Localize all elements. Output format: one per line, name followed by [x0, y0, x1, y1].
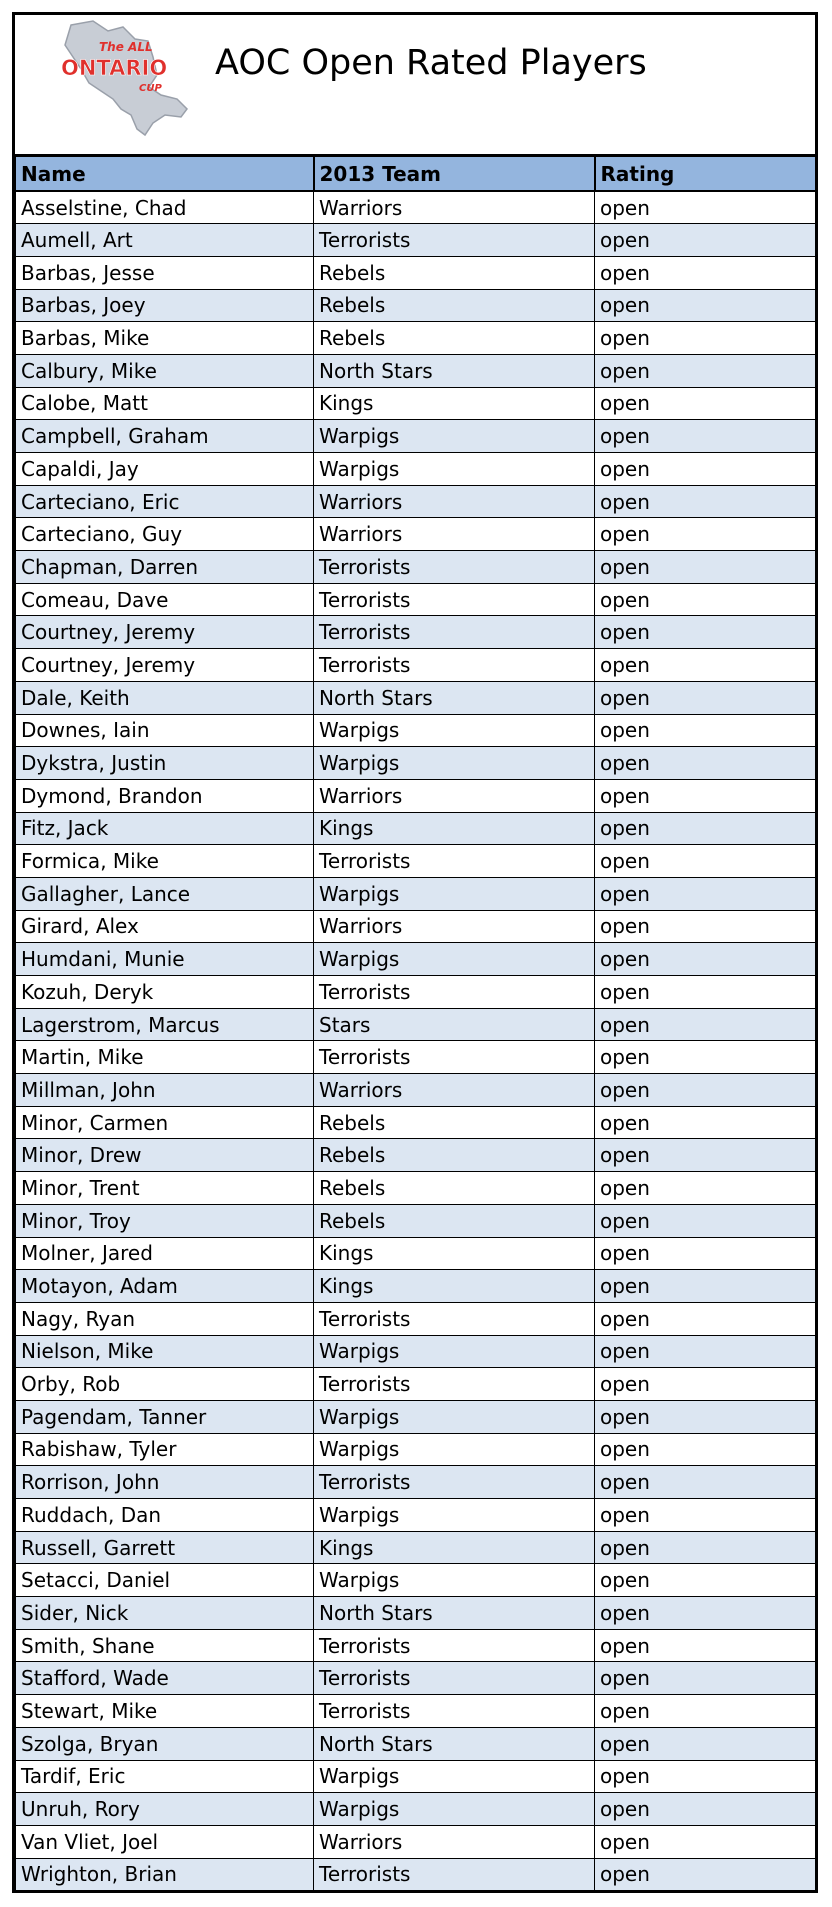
- cell-rating: open: [595, 224, 816, 257]
- cell-team: Warpigs: [314, 877, 595, 910]
- cell-player-name: Sider, Nick: [16, 1597, 314, 1630]
- cell-team: Kings: [314, 1270, 595, 1303]
- table-header-row: [16, 157, 816, 191]
- cell-team: Warpigs: [314, 714, 595, 747]
- cell-player-name: Minor, Troy: [16, 1204, 314, 1237]
- cell-team: Kings: [314, 812, 595, 845]
- cell-team: Kings: [314, 1237, 595, 1270]
- cell-rating: open: [595, 1237, 816, 1270]
- cell-team: Warpigs: [314, 1335, 595, 1368]
- cell-team: Terrorists: [314, 1662, 595, 1695]
- cell-player-name: Dymond, Brandon: [16, 779, 314, 812]
- cell-rating: open: [595, 1106, 816, 1139]
- cell-rating: open: [595, 616, 816, 649]
- cell-team: North Stars: [314, 681, 595, 714]
- cell-team: Warriors: [314, 910, 595, 943]
- table-row: [16, 845, 816, 878]
- cell-team: Terrorists: [314, 976, 595, 1009]
- cell-rating: open: [595, 1008, 816, 1041]
- cell-rating: open: [595, 354, 816, 387]
- cell-player-name: Capaldi, Jay: [16, 453, 314, 486]
- cell-player-name: Carteciano, Guy: [16, 518, 314, 551]
- cell-rating: open: [595, 1270, 816, 1303]
- cell-team: Warpigs: [314, 420, 595, 453]
- cell-team: Warriors: [314, 518, 595, 551]
- cell-player-name: Wrighton, Brian: [16, 1858, 314, 1891]
- cell-team: Kings: [314, 387, 595, 420]
- cell-player-name: Russell, Garrett: [16, 1531, 314, 1564]
- table-row: [16, 354, 816, 387]
- cell-player-name: Chapman, Darren: [16, 551, 314, 584]
- cell-rating: open: [595, 1760, 816, 1793]
- cell-player-name: Fitz, Jack: [16, 812, 314, 845]
- cell-player-name: Comeau, Dave: [16, 583, 314, 616]
- cell-rating: open: [595, 1727, 816, 1760]
- logo-text-main: ONTARIO: [61, 56, 168, 80]
- column-header-rating: Rating: [595, 157, 816, 191]
- cell-team: Warriors: [314, 191, 595, 224]
- cell-team: North Stars: [314, 354, 595, 387]
- cell-team: Warpigs: [314, 1793, 595, 1826]
- cell-player-name: Calbury, Mike: [16, 354, 314, 387]
- cell-rating: open: [595, 1433, 816, 1466]
- cell-rating: open: [595, 387, 816, 420]
- cell-player-name: Orby, Rob: [16, 1368, 314, 1401]
- column-header-name: Name: [16, 157, 314, 191]
- cell-rating: open: [595, 1335, 816, 1368]
- cell-player-name: Ruddach, Dan: [16, 1499, 314, 1532]
- table-row: [16, 1793, 816, 1826]
- cell-player-name: Courtney, Jeremy: [16, 649, 314, 682]
- cell-rating: open: [595, 1564, 816, 1597]
- cell-rating: open: [595, 1793, 816, 1826]
- table-row: [16, 453, 816, 486]
- cell-player-name: Stafford, Wade: [16, 1662, 314, 1695]
- players-table: [15, 157, 817, 1891]
- table-row: [16, 1400, 816, 1433]
- cell-team: Terrorists: [314, 616, 595, 649]
- cell-player-name: Rabishaw, Tyler: [16, 1433, 314, 1466]
- table-row: [16, 256, 816, 289]
- cell-rating: open: [595, 1204, 816, 1237]
- cell-team: Terrorists: [314, 845, 595, 878]
- cell-player-name: Lagerstrom, Marcus: [16, 1008, 314, 1041]
- table-row: [16, 1564, 816, 1597]
- cell-team: Warpigs: [314, 943, 595, 976]
- cell-player-name: Barbas, Joey: [16, 289, 314, 322]
- cell-player-name: Humdani, Munie: [16, 943, 314, 976]
- cell-team: Warriors: [314, 485, 595, 518]
- table-row: [16, 1858, 816, 1891]
- cell-rating: open: [595, 453, 816, 486]
- cell-rating: open: [595, 812, 816, 845]
- table-row: [16, 976, 816, 1009]
- cell-player-name: Rorrison, John: [16, 1466, 314, 1499]
- cell-rating: open: [595, 779, 816, 812]
- table-row: [16, 224, 816, 257]
- table-row: [16, 779, 816, 812]
- table-row: [16, 1237, 816, 1270]
- table-row: [16, 551, 816, 584]
- cell-team: Stars: [314, 1008, 595, 1041]
- table-row: [16, 1368, 816, 1401]
- cell-player-name: Minor, Drew: [16, 1139, 314, 1172]
- table-row: [16, 1662, 816, 1695]
- cell-team: Terrorists: [314, 1041, 595, 1074]
- cell-rating: open: [595, 1858, 816, 1891]
- table-row: [16, 943, 816, 976]
- table-row: [16, 289, 816, 322]
- cell-rating: open: [595, 1695, 816, 1728]
- cell-player-name: Barbas, Mike: [16, 322, 314, 355]
- cell-player-name: Tardif, Eric: [16, 1760, 314, 1793]
- cell-player-name: Formica, Mike: [16, 845, 314, 878]
- cell-player-name: Nagy, Ryan: [16, 1302, 314, 1335]
- cell-rating: open: [595, 1302, 816, 1335]
- cell-player-name: Aumell, Art: [16, 224, 314, 257]
- table-row: [16, 1041, 816, 1074]
- table-row: [16, 1499, 816, 1532]
- page-title: AOC Open Rated Players: [215, 43, 647, 83]
- cell-rating: open: [595, 583, 816, 616]
- cell-player-name: Carteciano, Eric: [16, 485, 314, 518]
- cell-team: North Stars: [314, 1727, 595, 1760]
- table-row: [16, 420, 816, 453]
- table-row: [16, 1629, 816, 1662]
- table-row: [16, 1335, 816, 1368]
- cell-team: Warpigs: [314, 1400, 595, 1433]
- cell-player-name: Barbas, Jesse: [16, 256, 314, 289]
- cell-team: Terrorists: [314, 1695, 595, 1728]
- table-row: [16, 1531, 816, 1564]
- table-row: [16, 681, 816, 714]
- cell-team: Terrorists: [314, 1466, 595, 1499]
- cell-rating: open: [595, 1368, 816, 1401]
- table-row: [16, 1270, 816, 1303]
- cell-player-name: Gallagher, Lance: [16, 877, 314, 910]
- table-row: [16, 1302, 816, 1335]
- cell-player-name: Martin, Mike: [16, 1041, 314, 1074]
- cell-team: Terrorists: [314, 1368, 595, 1401]
- cell-rating: open: [595, 256, 816, 289]
- cell-player-name: Minor, Carmen: [16, 1106, 314, 1139]
- cell-player-name: Unruh, Rory: [16, 1793, 314, 1826]
- cell-player-name: Motayon, Adam: [16, 1270, 314, 1303]
- logo-text-top: The ALL: [99, 40, 153, 54]
- cell-rating: open: [595, 1825, 816, 1858]
- cell-team: Rebels: [314, 256, 595, 289]
- table-row: [16, 616, 816, 649]
- cell-rating: open: [595, 714, 816, 747]
- cell-team: Terrorists: [314, 583, 595, 616]
- cell-rating: open: [595, 910, 816, 943]
- table-row: [16, 191, 816, 224]
- cell-rating: open: [595, 191, 816, 224]
- table-row: [16, 1695, 816, 1728]
- table-row: [16, 1106, 816, 1139]
- cell-player-name: Molner, Jared: [16, 1237, 314, 1270]
- logo-text-bottom: CUP: [139, 83, 162, 94]
- cell-team: Terrorists: [314, 1629, 595, 1662]
- cell-player-name: Stewart, Mike: [16, 1695, 314, 1728]
- cell-team: Rebels: [314, 289, 595, 322]
- table-row: [16, 1008, 816, 1041]
- cell-player-name: Millman, John: [16, 1074, 314, 1107]
- cell-team: Terrorists: [314, 224, 595, 257]
- cell-rating: open: [595, 289, 816, 322]
- cell-player-name: Calobe, Matt: [16, 387, 314, 420]
- cell-team: Rebels: [314, 1172, 595, 1205]
- cell-team: Warriors: [314, 1825, 595, 1858]
- cell-player-name: Van Vliet, Joel: [16, 1825, 314, 1858]
- table-row: [16, 1433, 816, 1466]
- cell-rating: open: [595, 747, 816, 780]
- cell-player-name: Szolga, Bryan: [16, 1727, 314, 1760]
- cell-team: Warriors: [314, 1074, 595, 1107]
- cell-rating: open: [595, 1041, 816, 1074]
- table-row: [16, 747, 816, 780]
- cell-team: Kings: [314, 1531, 595, 1564]
- cell-team: Warpigs: [314, 1760, 595, 1793]
- cell-player-name: Campbell, Graham: [16, 420, 314, 453]
- cell-team: Warpigs: [314, 1564, 595, 1597]
- cell-team: Rebels: [314, 1106, 595, 1139]
- cell-rating: open: [595, 1629, 816, 1662]
- table-row: [16, 1139, 816, 1172]
- cell-rating: open: [595, 845, 816, 878]
- all-ontario-cup-logo: [53, 17, 193, 141]
- cell-team: Terrorists: [314, 649, 595, 682]
- cell-rating: open: [595, 1400, 816, 1433]
- cell-rating: open: [595, 649, 816, 682]
- table-row: [16, 583, 816, 616]
- cell-player-name: Smith, Shane: [16, 1629, 314, 1662]
- cell-player-name: Downes, Iain: [16, 714, 314, 747]
- cell-rating: open: [595, 420, 816, 453]
- table-row: [16, 1760, 816, 1793]
- cell-rating: open: [595, 485, 816, 518]
- cell-rating: open: [595, 1074, 816, 1107]
- cell-team: Warpigs: [314, 1433, 595, 1466]
- cell-team: North Stars: [314, 1597, 595, 1630]
- table-row: [16, 1074, 816, 1107]
- cell-team: Rebels: [314, 322, 595, 355]
- cell-rating: open: [595, 1662, 816, 1695]
- cell-player-name: Minor, Trent: [16, 1172, 314, 1205]
- table-row: [16, 714, 816, 747]
- cell-team: Terrorists: [314, 551, 595, 584]
- cell-rating: open: [595, 518, 816, 551]
- cell-rating: open: [595, 322, 816, 355]
- table-body: [16, 191, 816, 1891]
- cell-player-name: Asselstine, Chad: [16, 191, 314, 224]
- table-row: [16, 1597, 816, 1630]
- cell-player-name: Nielson, Mike: [16, 1335, 314, 1368]
- cell-rating: open: [595, 1531, 816, 1564]
- cell-player-name: Kozuh, Deryk: [16, 976, 314, 1009]
- cell-team: Rebels: [314, 1204, 595, 1237]
- table-row: [16, 1825, 816, 1858]
- cell-player-name: Girard, Alex: [16, 910, 314, 943]
- table-row: [16, 1727, 816, 1760]
- table-row: [16, 518, 816, 551]
- table-row: [16, 877, 816, 910]
- table-row: [16, 322, 816, 355]
- cell-player-name: Dale, Keith: [16, 681, 314, 714]
- cell-team: Warpigs: [314, 747, 595, 780]
- cell-player-name: Pagendam, Tanner: [16, 1400, 314, 1433]
- column-header-team: 2013 Team: [314, 157, 595, 191]
- cell-rating: open: [595, 681, 816, 714]
- cell-team: Terrorists: [314, 1302, 595, 1335]
- cell-rating: open: [595, 877, 816, 910]
- cell-team: Warpigs: [314, 1499, 595, 1532]
- table-row: [16, 485, 816, 518]
- cell-rating: open: [595, 976, 816, 1009]
- cell-player-name: Setacci, Daniel: [16, 1564, 314, 1597]
- cell-team: Warriors: [314, 779, 595, 812]
- table-row: [16, 649, 816, 682]
- table-row: [16, 1204, 816, 1237]
- document-sheet: [12, 12, 818, 1893]
- cell-player-name: Courtney, Jeremy: [16, 616, 314, 649]
- table-row: [16, 387, 816, 420]
- cell-team: Warpigs: [314, 453, 595, 486]
- cell-rating: open: [595, 1597, 816, 1630]
- cell-rating: open: [595, 1139, 816, 1172]
- table-row: [16, 1172, 816, 1205]
- table-row: [16, 812, 816, 845]
- cell-rating: open: [595, 551, 816, 584]
- cell-player-name: Dykstra, Justin: [16, 747, 314, 780]
- table-row: [16, 1466, 816, 1499]
- document-header: [15, 15, 815, 157]
- table-row: [16, 910, 816, 943]
- cell-team: Rebels: [314, 1139, 595, 1172]
- cell-rating: open: [595, 1499, 816, 1532]
- cell-rating: open: [595, 1172, 816, 1205]
- cell-rating: open: [595, 1466, 816, 1499]
- cell-rating: open: [595, 943, 816, 976]
- cell-team: Terrorists: [314, 1858, 595, 1891]
